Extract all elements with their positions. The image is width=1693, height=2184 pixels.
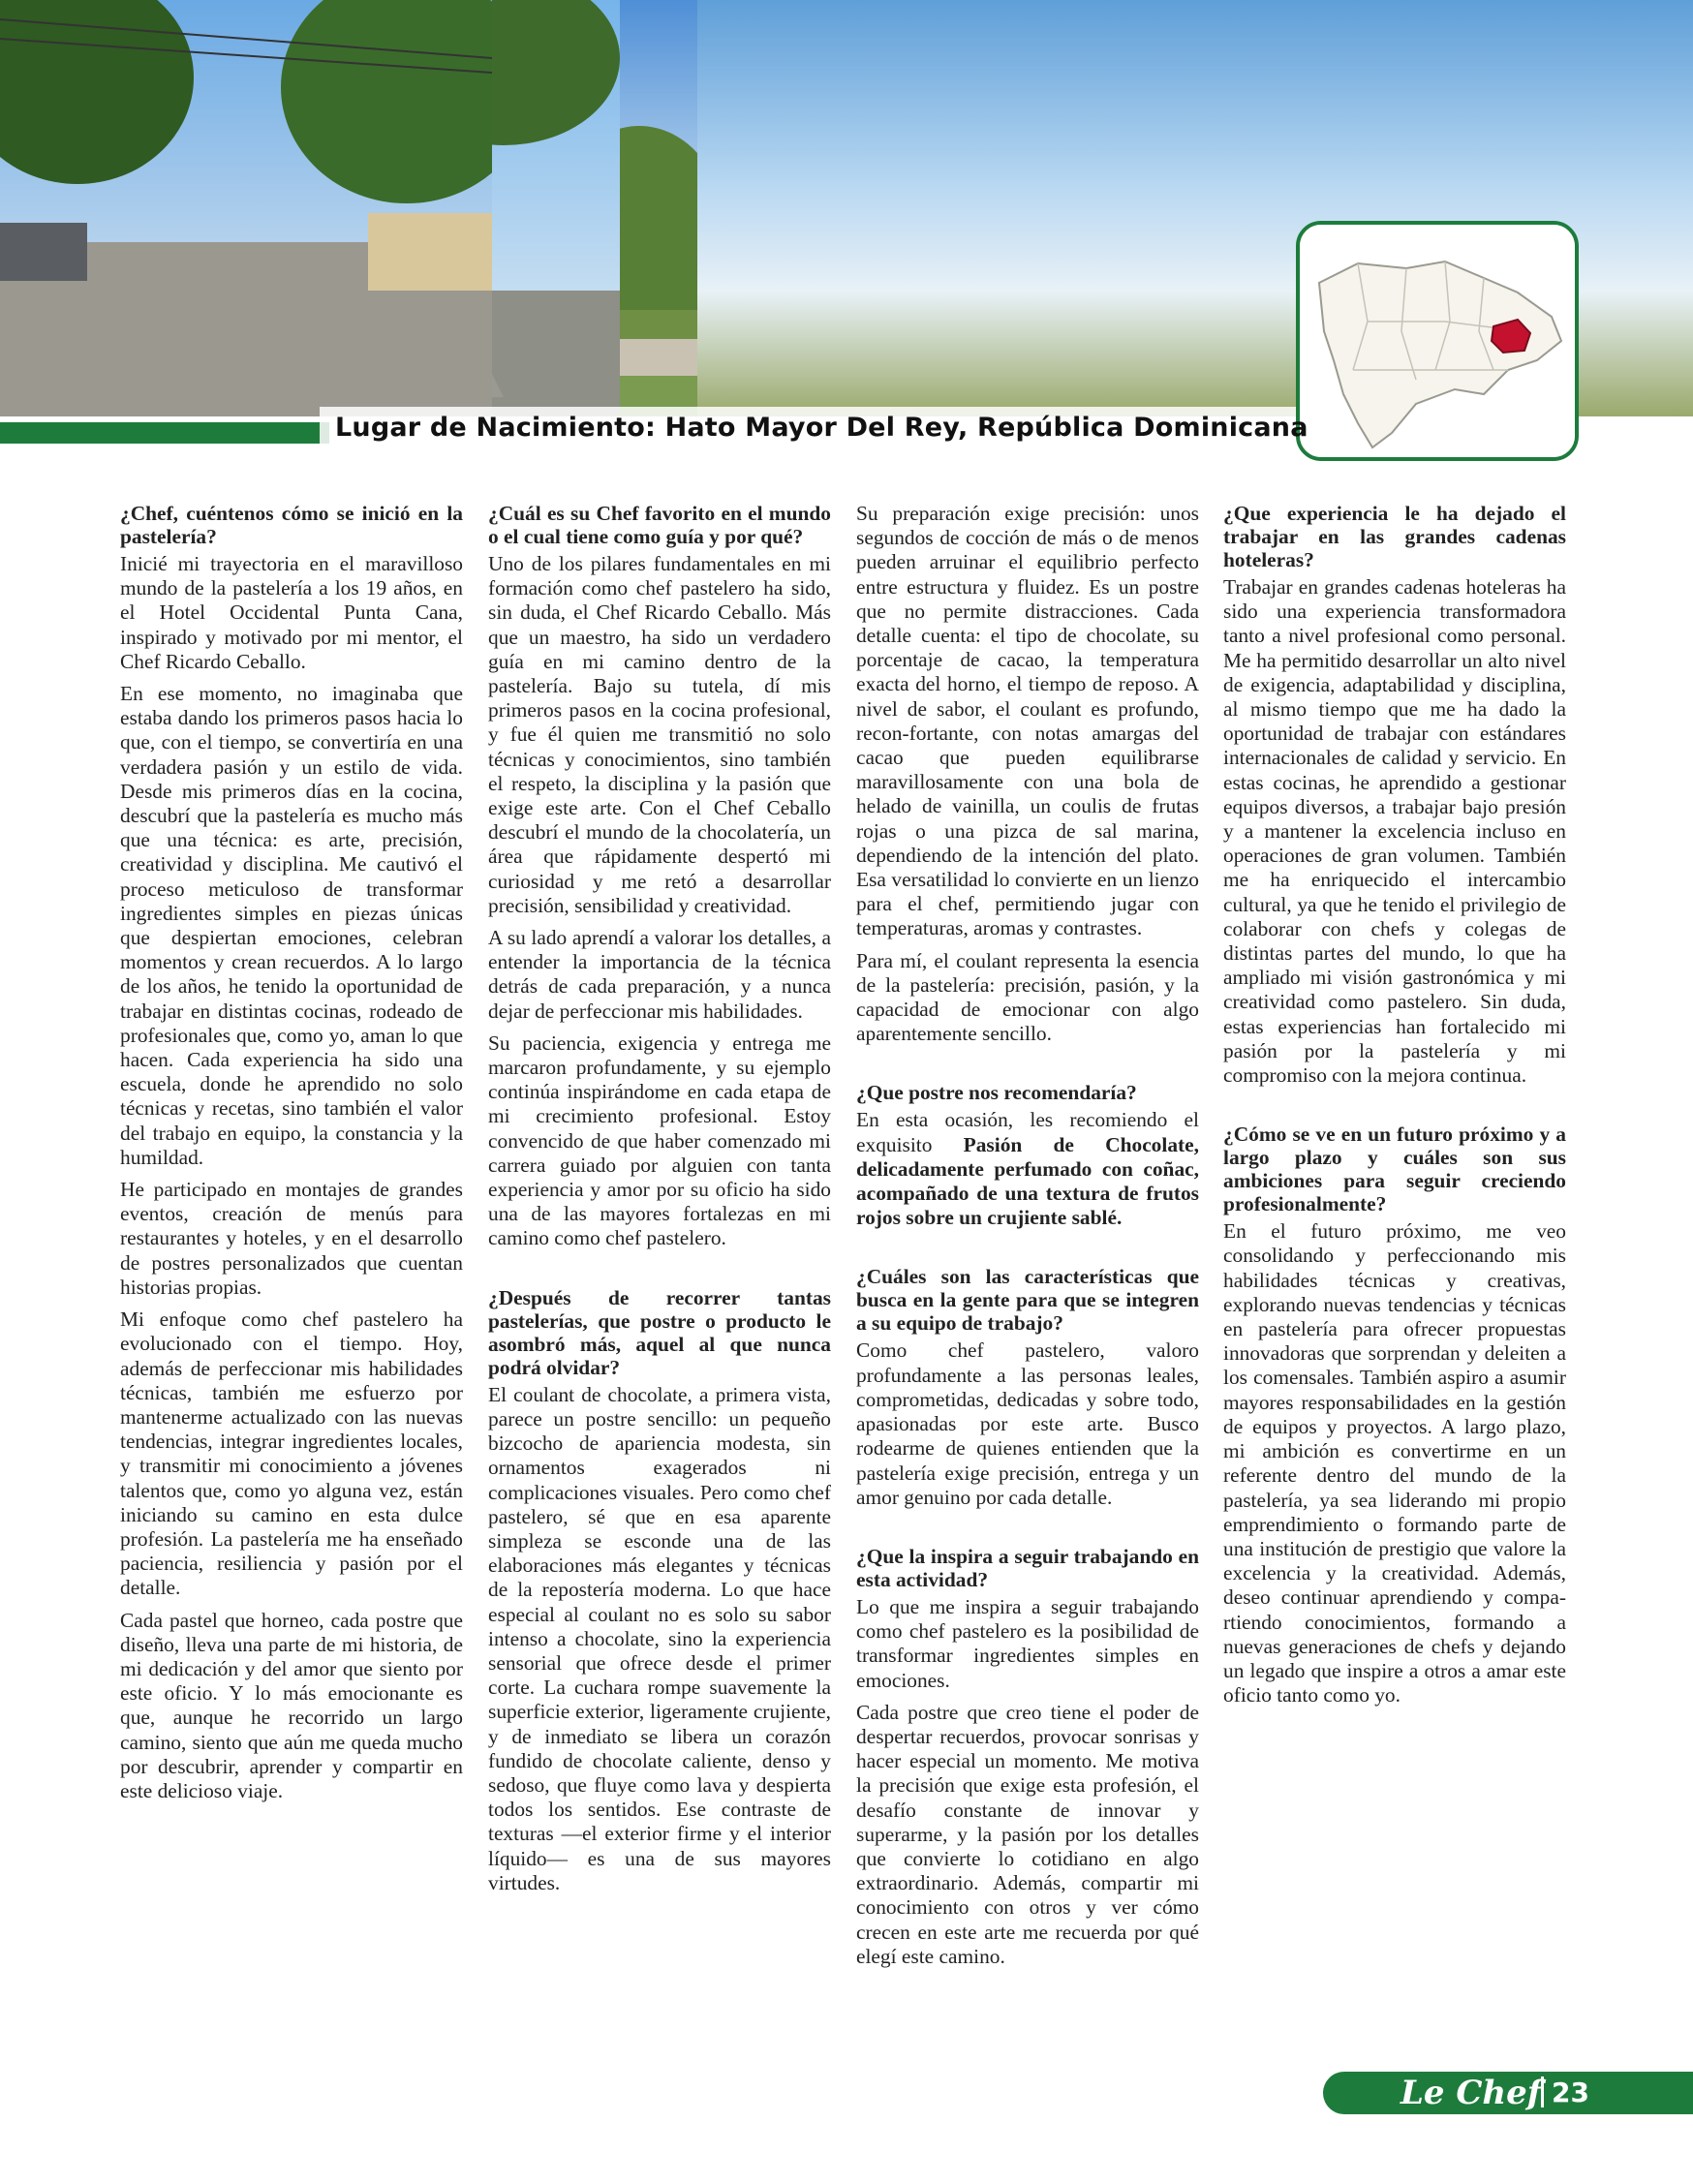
answer-paragraph: He participado en montajes de grandes eventos, creación de menús para restaurantes y hoteles, y en el desarrollo de postres personalizados que cuentan historias propias. [120, 1178, 463, 1299]
answer-paragraph: Como chef pastelero, valoro profundamente a las personas leales, comprometidas, dedicadas y sobre todo, apasionadas por este arte. Busco rodearme de quienes entienden que la pastelería exige precisión, entrega y un amor genuino por cada detalle. [856, 1338, 1199, 1509]
article-column-1 [120, 502, 463, 1811]
question-heading: ¿Cuáles son las características que busca en la gente para que se integren a su equipo de trabajo? [856, 1265, 1199, 1336]
answer-paragraph: En el futuro próximo, me veo consolidando y perfeccionando mis habilidades técnicas y creativas, explorando nuevas tendencias y técnicas en pastelería para ofrecer propuestas innovadoras que sorprendan y deleiten a los comensales. También aspiro a asumir mayores responsabilidades en la gestión de equipos y proyectos. A largo plazo, mi ambición es convertirme en un referente dentro del mundo de la pastelería, ya sea liderando mi propio emprendimiento o formando parte de una institución de prestigio que valore la excelencia y la creatividad. Además, deseo continuar aprendiendo y compa-rtiendo conocimientos, formando a nuevas generaciones de chefs y dejando un legado que inspire a otros a amar este oficio tanto como yo. [1223, 1219, 1566, 1707]
answer-paragraph: Inicié mi trayectoria en el maravilloso mundo de la pastelería a los 19 años, en el Hotel Occidental Punta Cana, inspirado y motivado por mi mentor, el Chef Ricardo Ceballo. [120, 552, 463, 673]
answer-paragraph: En ese momento, no imaginaba que estaba dando los primeros pasos hacia lo que, con el tiempo, se convertiría en una verdadera pasión y un estilo de vida. Desde mis primeros días en la cocina, descubrí que la pastelería es mucho más que una técnica: es arte, precisión, creatividad y disciplina. Me cautivó el proceso meticuloso de transformar ingredientes simples en piezas únicas que despiertan emociones, celebran momentos y crean recuerdos. A lo largo de los años, he tenido la oportunidad de trabajar en distintas cocinas, rodeado de profesionales que, como yo, aman lo que hacen. Cada experiencia ha sido una escuela, donde he aprendido no solo técnicas y recetas, sino también el valor del trabajo en equipo, la constancia y la humildad. [120, 682, 463, 1169]
answer-paragraph: Uno de los pilares fundamentales en mi formación como chef pastelero ha sido, sin duda, el Chef Ricardo Ceballo. Más que un maestro, ha sido un verdadero guía en mi camino dentro de la pastelería. Bajo su tutela, dí mis primeros pasos en la cocina profesional, y fue él quien me transmitió no solo técnicas y conocimientos, sino también el respeto, la disciplina y la pasión que exige este arte. Con el Chef Ceballo descubrí el mundo de la chocolatería, un área que rápidamente despertó mi curiosidad y me retó a desarrollar precisión, sensibilidad y creatividad. [488, 552, 831, 917]
answer-paragraph: Mi enfoque como chef pastelero ha evolucionado con el tiempo. Hoy, además de perfeccionar mis habilidades técnicas, también me esfuerzo por mantenerme actualizado con las nuevas tendencias, integrar ingredientes locales, y transmitir mi conocimiento a jóvenes talentos que, como yo alguna vez, están iniciando su camino en esta dulce profesión. La pastelería me ha enseñado paciencia, resiliencia y pasión por el detalle. [120, 1307, 463, 1600]
article-column-2 [488, 502, 831, 1903]
answer-paragraph: Cada postre que creo tiene el poder de despertar recuerdos, provocar sonrisas y hacer especial un momento. Me motiva la precisión que exige esta profesión, el desafío constante de innovar y superarme, y la pasión por los detalles que convierte lo cotidiano en algo extraordinario. Además, compartir mi conocimiento con otros y ver cómo crecen en este arte me recuerda por qué elegí este camino. [856, 1700, 1199, 1968]
caption-green-bar [0, 422, 329, 444]
birthplace-caption: Lugar de Nacimiento: Hato Mayor Del Rey, República Dominicana [335, 413, 1308, 443]
question-heading: ¿Cuál es su Chef favorito en el mundo o el cual tiene como guía y por qué? [488, 502, 831, 548]
question-heading: ¿Que experiencia le ha dejado el trabajar en las grandes cadenas hoteleras? [1223, 502, 1566, 571]
answer-paragraph: Trabajar en grandes cadenas hoteleras ha sido una experiencia transformadora tanto a nivel profesional como personal. Me ha permitido desarrollar un alto nivel de exigencia, adaptabilidad y disciplina, al mismo tiempo que me ha dado la oportunidad de trabajar con estándares internacionales de calidad y servicio. En estas cocinas, he aprendido a gestionar equipos diversos, a trabajar bajo presión y a mantener la excelencia incluso en operaciones de gran volumen. También me ha enriquecido el intercambio cultural, ya que he tenido el privilegio de colaborar con chefs y colegas de distintas partes del mundo, lo que ha ampliado mi visión gastronómica y mi creatividad como pastelero. Sin duda, estas experiencias han fortalecido mi pasión por la pastelería y mi compromiso con la mejora continua. [1223, 575, 1566, 1088]
answer-paragraph: Su preparación exige precisión: unos segundos de cocción de más o de menos pueden arruinar el equilibrio perfecto entre estructura y fluidez. Es un postre que no permite distracciones. Cada detalle cuenta: el tipo de chocolate, su porcentaje de cacao, la temperatura exacta del horno, el tiempo de reposo. A nivel de sabor, el coulant es profundo, recon-fortante, con notas amargas del cacao que pueden equilibrarse maravillosamente con una bola de helado de vainilla, un coulis de frutas rojas o una pizca de sal marina, dependiendo de la intención del plato. Esa versatilidad lo convierte en un lienzo para el chef, permitiendo jugar con temperaturas, aromas y contrastes. [856, 502, 1199, 940]
question-heading: ¿Que la inspira a seguir trabajando en esta actividad? [856, 1544, 1199, 1591]
question-heading: ¿Que postre nos recomendaría? [856, 1081, 1137, 1105]
answer-paragraph: Para mí, el coulant representa la esencia de la pastelería: precisión, pasión, y la capacidad de emocionar con algo aparentemente sencillo. [856, 948, 1199, 1046]
answer-paragraph: El coulant de chocolate, a primera vista, parece un postre sencillo: un pequeño bizcocho de apariencia modesta, sin ornamentos exagerados ni complicaciones visuales. Pero como chef pastelero, sé que en esa aparente simpleza se esconde una de las elaboraciones más elegantes y técnicas de la repostería moderna. Lo que hace especial al coulant no es solo su sabor intenso a chocolate, sino la experiencia sensorial que ofrece desde el primer corte. La cuchara rompe suavemente la superficie exterior, ligeramente crujiente, y de inmediato se libera un corazón fundido de chocolate caliente, denso y sedoso, que fluye como lava y despierta todos los sentidos. Ese contraste de texturas —el exterior firme y el interior líquido— es una de sus mayores virtudes. [488, 1382, 831, 1894]
answer-paragraph [856, 1108, 1199, 1230]
recommended-dessert: Pasión de Chocolate, delicadamente perfumado con coñac, acompañado de una textura de frutos rojos sobre un crujiente sablé. [856, 1132, 1199, 1230]
answer-paragraph: Cada pastel que horneo, cada postre que diseño, lleva una parte de mi historia, de mi dedicación y del amor que siento por este oficio. Y lo más emocionante es que, aunque he recorrido un largo camino, siento que aún me queda mucho por descubrir, aprender y compartir en este delicioso viaje. [120, 1608, 463, 1802]
street-scene-photo [0, 0, 492, 416]
magazine-brand: Le Chef [1401, 2074, 1542, 2112]
answer-paragraph: A su lado aprendí a valorar los detalles, a entender la importancia de la técnica detrás de cada preparación, y a nunca dejar de perfeccionar mis habilidades. [488, 926, 831, 1023]
answer-paragraph: Lo que me inspira a seguir trabajando como chef pastelero es la posibilidad de transformar ingredientes simples en emociones. [856, 1594, 1199, 1692]
article-column-4 [1223, 502, 1566, 1715]
question-heading: ¿Después de recorrer tantas pastelerías, que postre o producto le asombró más, aquel al que nunca podrá olvidar? [488, 1285, 831, 1379]
recommendation-intro: En esta ocasión, les recomiendo el exquisito [856, 1108, 1199, 1156]
page-number: 23 [1552, 2076, 1589, 2108]
answer-paragraph: Su paciencia, exigencia y entrega me marcaron profundamente, y su ejemplo continúa inspirándome en cada etapa de mi crecimiento profesional. Estoy convencido de que haber comenzado mi carrera guiado por alguien con tanta experiencia y amor por su oficio ha sido una de las mayores fortalezas en mi camino como chef pastelero. [488, 1030, 831, 1250]
dominican-republic-map-inset [1296, 221, 1579, 461]
article-column-3 [856, 502, 1199, 1977]
question-heading: ¿Chef, cuéntenos cómo se inició en la pastelería? [120, 502, 463, 548]
question-heading: ¿Cómo se ve en un futuro próximo y a largo plazo y cuáles son sus ambiciones para seguir creciendo profesionalmente? [1223, 1123, 1566, 1216]
footer-separator [1541, 2076, 1544, 2107]
map-graphic [1300, 225, 1575, 457]
